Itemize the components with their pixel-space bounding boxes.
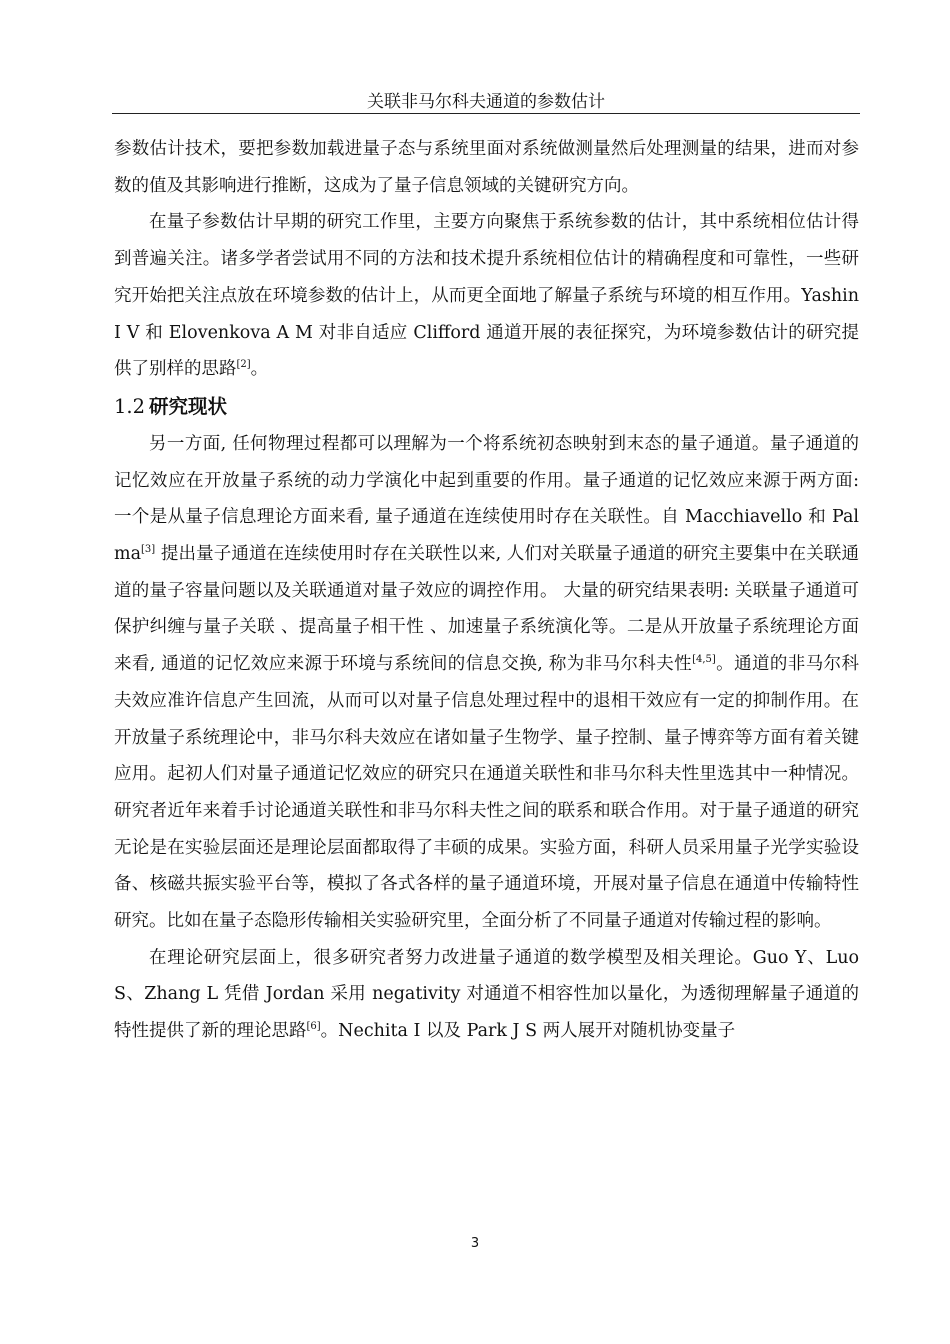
paragraph-text: 提出量子通道在连续使用时存在关联性以来, 人们对关联量子通道的研究主要集中在关联通道的量子容量问题以及关联通道对量子效应的调控作用。 大量的研究结果表明: 关联量子通道可保护纠缠与量子关联 、提高量子相干性 、加速量子系统演化等。二是从开放量子系统理论方面来看, 通道的记忆效应来源于环境与系统间的信息交换, 称为非马尔科夫性: [114, 544, 859, 675]
paragraph-text: 。Nechita I 以及 Park J S 两人展开对随机协变量子: [320, 1021, 736, 1042]
citation-6: [6]: [306, 1021, 321, 1033]
paragraph-text: 。: [250, 359, 269, 380]
page-number: 3: [470, 1236, 480, 1251]
paragraph-text: 另一方面, 任何物理过程都可以理解为一个将系统初态映射到末态的量子通道。量子通道的记忆效应在开放量子系统的动力学演化中起到重要的作用。量子通道的记忆效应来源于两方面: 一个是从量子信息理论方面来看, 量子通道在连续使用时存在关联性。自 Macchiavello 和 Palma: [114, 433, 859, 565]
paragraph-theory-research: [114, 940, 859, 1050]
running-header: 关联非马尔科夫通道的参数估计: [367, 92, 605, 112]
paragraph-text: 。通道的非马尔科夫效应准许信息产生回流，从而可以对量子信息处理过程中的退相干效应有一定的抑制作用。在开放量子系统理论中，非马尔科夫效应在诸如量子生物学、量子控制、量子博弈等方面有着关键应用。起初人们对量子通道记忆效应的研究只在通道关联性和非马尔科夫性里选其中一种情况。研究者近年来着手讨论通道关联性和非马尔科夫性之间的联系和联合作用。对于量子通道的研究无论是在实验层面还是理论层面都取得了丰硕的成果。实验方面，科研人员采用量子光学实验设备、核磁共振实验平台等，模拟了各式各样的量子通道环境，开展对量子信息在通道中传输特性研究。比如在量子态隐形传输相关实验研究里，全面分析了不同量子通道对传输过程的影响。: [114, 654, 860, 932]
section-number: 1.2: [114, 394, 146, 418]
header-rule: [112, 113, 860, 114]
paragraph-early-research: [114, 204, 859, 388]
paragraph-channel-memory: [114, 426, 859, 940]
paragraph-text: 在量子参数估计早期的研究工作里，主要方向聚焦于系统参数的估计，其中系统相位估计得到普遍关注。诸多学者尝试用不同的方法和技术提升系统相位估计的精确程度和可靠性，一些研究开始把关注点放在环境参数的估计上，从而更全面地了解量子系统与环境的相互作用。Yashin I V 和 Elovenkova A M 对非自适应 Clifford 通道开展的表征探究，为环境参数估计的研究提供了别样的思路: [114, 212, 859, 380]
page-body: [114, 131, 859, 1050]
paragraph-text: 参数估计技术，要把参数加载进量子态与系统里面对系统做测量然后处理测量的结果，进而对参数的值及其影响进行推断，这成为了量子信息领域的关键研究方向。: [114, 139, 859, 196]
paragraph-continuation: [114, 131, 859, 204]
citation-2: [2]: [236, 359, 251, 371]
section-title: 研究现状: [149, 394, 228, 418]
citation-4-5: [4,5]: [692, 654, 716, 666]
citation-3: [3]: [141, 544, 156, 556]
paragraph-text: 在理论研究层面上，很多研究者努力改进量子通道的数学模型及相关理论。Guo Y、Luo S、Zhang L 凭借 Jordan 采用 negativity 对通道不相容性加以量化，为透彻理解量子通道的特性提供了新的理论思路: [114, 947, 859, 1042]
section-heading: [114, 388, 859, 426]
